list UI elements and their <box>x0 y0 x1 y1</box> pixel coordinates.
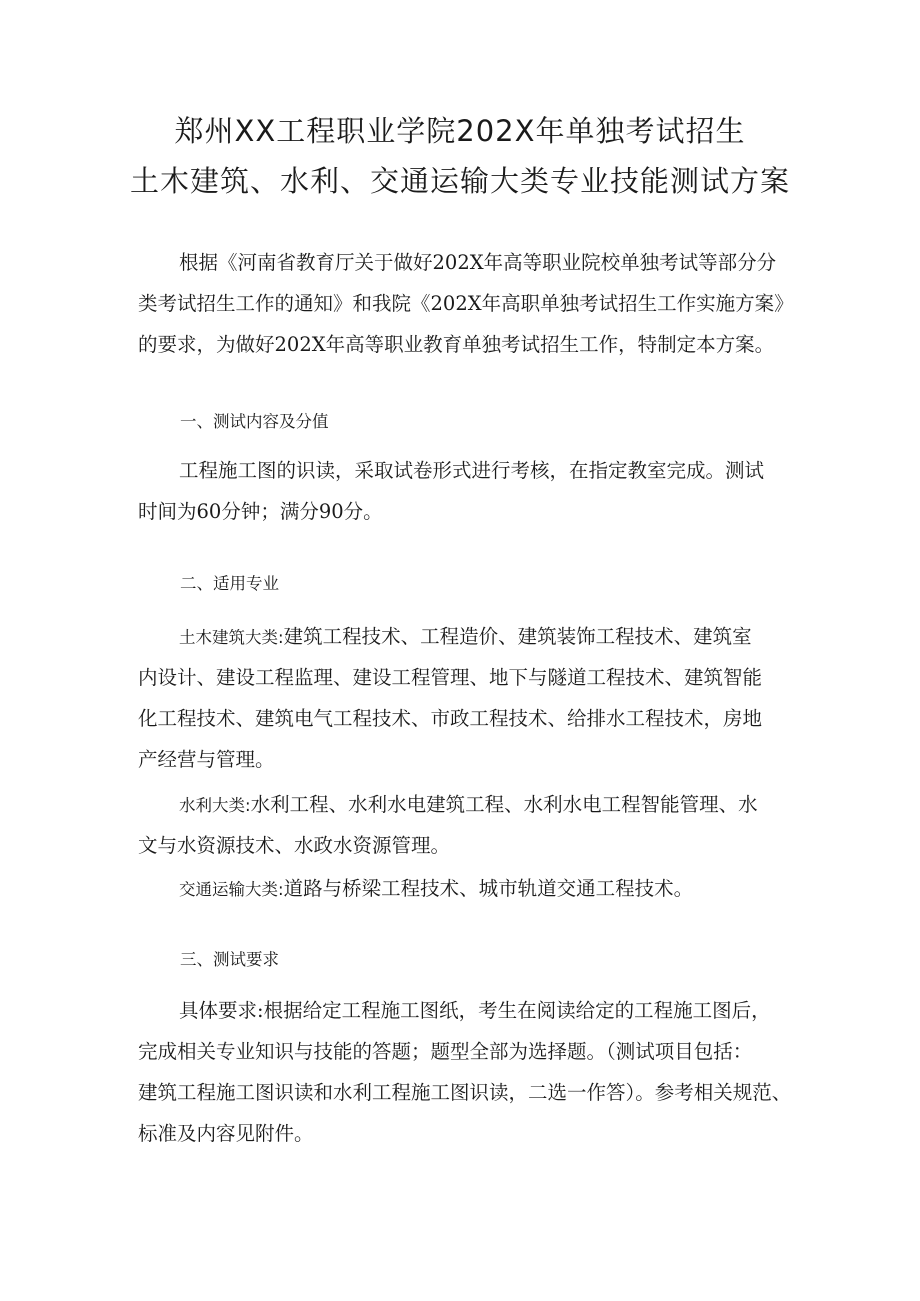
section-3-line: 完成相关专业知识与技能的答题；题型全部为选择题。（测试项目包括： <box>138 1040 753 1063</box>
water-category-label: 水利大类: <box>179 796 251 815</box>
intro-paragraph <box>138 242 794 365</box>
intro-line: 根据《河南省教育厅关于做好202X年高等职业院校单独考试等部分分 <box>179 251 777 274</box>
civil-category-line <box>138 616 788 657</box>
transport-category-label: 交通运输大类: <box>179 880 284 899</box>
civil-category-paragraph <box>138 616 788 780</box>
civil-category-label: 土木建筑大类: <box>179 628 284 647</box>
section-1-line: 工程施工图的识读，采取试卷形式进行考核，在指定教室完成。测试 <box>179 459 765 482</box>
civil-category-line: 化工程技术、建筑电气工程技术、市政工程技术、给排水工程技术，房地 <box>138 707 763 730</box>
section-1-paragraph <box>138 450 788 532</box>
section-3-line <box>138 990 788 1031</box>
section-3-lead: 具体要求: <box>179 999 264 1022</box>
civil-category-line: 内设计、建设工程监理、建设工程管理、地下与隧道工程技术、建筑智能 <box>138 666 763 689</box>
civil-category-text: 建筑工程技术、工程造价、建筑装饰工程技术、建筑室 <box>283 625 752 648</box>
water-category-text: 水利工程、水利水电建筑工程、水利水电工程智能管理、水 <box>250 793 758 816</box>
water-category-line <box>138 784 788 825</box>
document-title-line-2: 土木建筑、水利、交通运输大类专业技能测试方案 <box>129 164 790 198</box>
section-3-line: 建筑工程施工图识读和水利工程施工图识读，二选一作答）。参考相关规范、 <box>138 1081 792 1104</box>
section-3-text: 根据给定工程施工图纸，考生在阅读给定的工程施工图后， <box>263 999 771 1022</box>
section-1-line: 时间为60分钟；满分90分。 <box>138 500 383 523</box>
section-3-heading: 三、测试要求 <box>180 950 279 969</box>
civil-category-line: 产经营与管理。 <box>138 748 275 771</box>
water-category-paragraph <box>138 784 788 866</box>
transport-category-paragraph <box>138 868 788 909</box>
water-category-line: 文与水资源技术、水政水资源管理。 <box>138 834 451 857</box>
section-3-paragraph <box>138 990 792 1154</box>
intro-line: 类考试招生工作的通知》和我院《202X年高职单独考试招生工作实施方案》 <box>138 292 794 315</box>
transport-category-text: 道路与桥梁工程技术、城市轨道交通工程技术。 <box>283 877 694 900</box>
section-3-line: 标准及内容见附件。 <box>138 1122 314 1145</box>
intro-line: 的要求，为做好202X年高等职业教育单独考试招生工作，特制定本方案。 <box>138 333 775 356</box>
section-1-heading: 一、测试内容及分值 <box>180 412 329 431</box>
section-2-heading: 二、适用专业 <box>180 574 279 593</box>
document-title-line-1: 郑州XX工程职业学院202X年单独考试招生 <box>174 114 746 148</box>
transport-category-line <box>138 868 788 909</box>
